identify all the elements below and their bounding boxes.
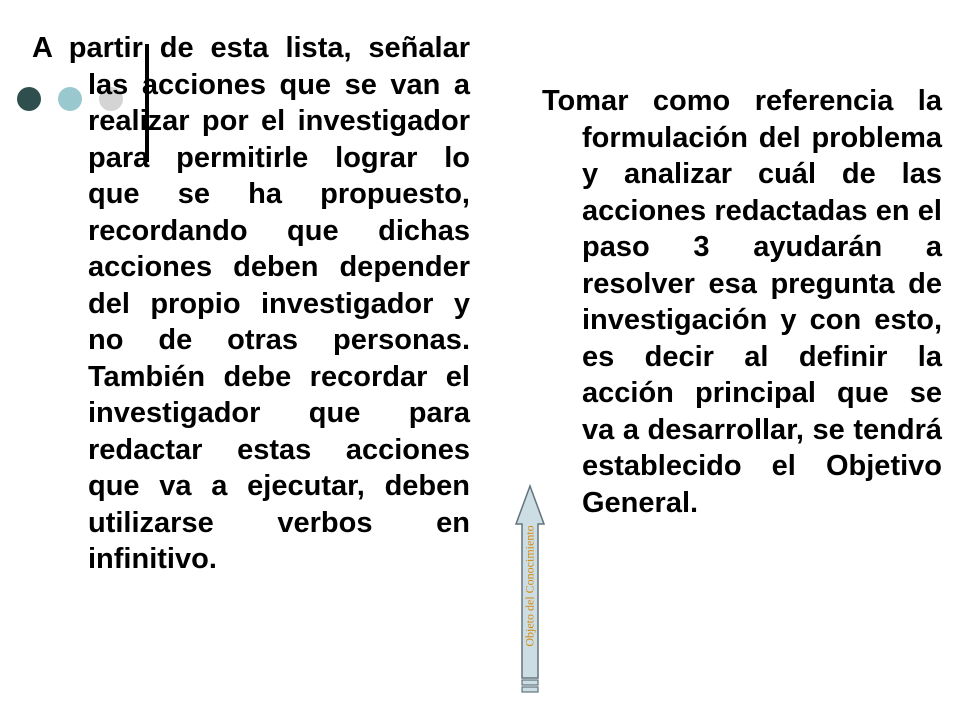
teal-dot-icon	[58, 87, 82, 111]
dark-dot-icon	[17, 87, 41, 111]
right-paragraph: Tomar como referencia la formulación del problema y analizar cuál de las acciones redactadas en el paso 3 ayudarán a resolver esa pregunta de investigación y con esto, es decir al definir la acción principal que se va a desarrollar, se tendrá establecido el Objetivo General.	[542, 85, 942, 519]
arrow-label: Objeto del Conocimiento	[522, 525, 537, 647]
left-paragraph: A partir de esta lista, señalar las acciones que se van a realizar por el investigador para permitirle lograr lo que se ha propuesto, recordando que dichas acciones deben depender del propio investigador y no de otras personas. También debe recordar el investigador que para redactar estas acciones que va a ejecutar, deben utilizarse verbos en infinitivo.	[32, 32, 470, 575]
